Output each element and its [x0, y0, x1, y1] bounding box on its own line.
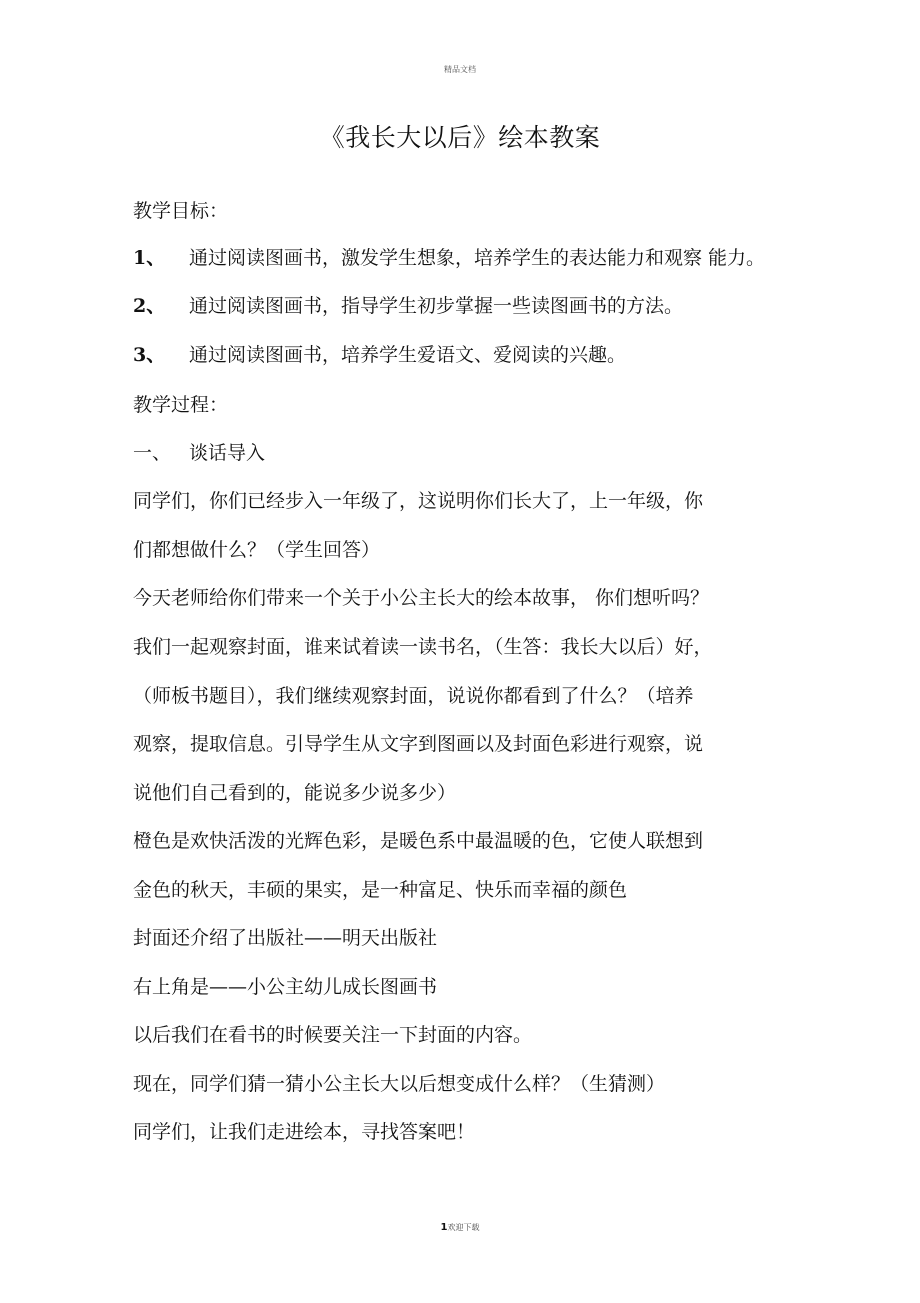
objectives-heading: 教学目标： — [133, 200, 229, 222]
paragraph-line: 观察，提取信息。引导学生从文字到图画以及封面色彩进行观察，说 — [133, 733, 704, 755]
paragraph-line: 说他们自己看到的，能说多少说多少） — [133, 782, 457, 804]
paragraph-line: 同学们，你们已经步入一年级了，这说明你们长大了，上一年级，你 — [133, 490, 704, 512]
paragraph-line: 们都想做什么？（学生回答） — [133, 539, 381, 561]
section-title: 谈话导入 — [189, 442, 266, 464]
paragraph-line: 封面还介绍了出版社——明天出版社 — [133, 927, 438, 949]
paragraph-line: 现在，同学们猜一猜小公主长大以后想变成什么样？（生猜测） — [133, 1073, 666, 1095]
objective-text: 通过阅读图画书，激发学生想象，培养学生的表达能力和观察 能力。 — [189, 247, 766, 269]
objective-text: 通过阅读图画书，培养学生爱语文、爱阅读的兴趣。 — [189, 344, 627, 366]
paragraph-line: 金色的秋天，丰硕的果实，是一种富足、快乐而幸福的颜色 — [133, 879, 628, 901]
process-heading: 教学过程： — [133, 394, 229, 416]
section-number: 一、 — [133, 442, 172, 464]
objective-text: 通过阅读图画书，指导学生初步掌握一些读图画书的方法。 — [189, 295, 684, 317]
paragraph-line: 我们一起观察封面，谁来试着读一读书名，（生答：我长大以后）好， — [133, 636, 713, 658]
paragraph-line: 右上角是——小公主幼儿成长图画书 — [133, 976, 438, 998]
page-number: 1 — [440, 1222, 448, 1233]
paragraph-line: （师板书题目），我们继续观察封面，说说你都看到了什么？（培养 — [133, 685, 694, 707]
paragraph-line: 同学们，让我们走进绘本，寻找答案吧！ — [133, 1121, 476, 1143]
paragraph-line: 今天老师给你们带来一个关于小公主长大的绘本故事， 你们想听吗？ — [133, 587, 710, 609]
section-heading — [133, 440, 265, 466]
paragraph-line: 橙色是欢快活泼的光辉色彩，是暖色系中最温暖的色，它使人联想到 — [133, 830, 704, 852]
objective-item — [133, 293, 683, 319]
header-note: 精品文档 — [444, 65, 476, 74]
objective-item — [133, 245, 765, 271]
objective-number: 3、 — [133, 344, 166, 366]
footer-note: 欢迎下载 — [447, 1223, 480, 1232]
objective-number: 1、 — [133, 247, 166, 269]
page-footer — [0, 1222, 920, 1233]
objective-item — [133, 342, 626, 368]
page-title: 《我长大以后》绘本教案 — [319, 123, 601, 152]
paragraph-line: 以后我们在看书的时候要关注一下封面的内容。 — [133, 1024, 533, 1046]
objective-number: 2、 — [133, 295, 166, 317]
